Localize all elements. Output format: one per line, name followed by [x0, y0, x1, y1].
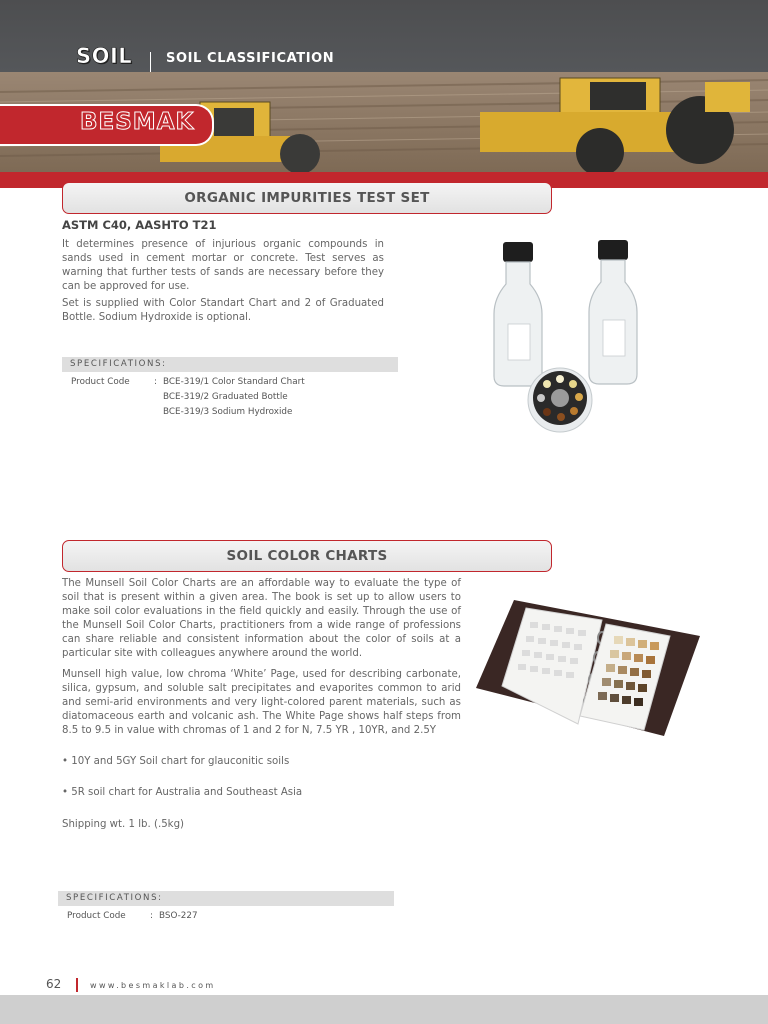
product-code-3: BCE-319/3 Sodium Hydroxide: [163, 407, 293, 417]
section-heading-soil-color: SOIL COLOR CHARTS: [62, 540, 552, 572]
organic-description: It determines presence of injurious organic compounds in sands used in cement mortar or concrete. Test serves as warning that further tests of sands are necessary before they can be approved for use.: [62, 239, 384, 292]
header-divider: [150, 52, 151, 72]
website-link[interactable]: www.besmaklab.com: [90, 981, 216, 990]
section-title: SOIL CLASSIFICATION: [166, 51, 335, 66]
bullet-glauconitic: • 10Y and 5GY Soil chart for glauconitic soils: [62, 756, 290, 767]
product-code-label-2: Product Code: [67, 911, 126, 921]
bullet-australia: • 5R soil chart for Australia and Southeast Asia: [62, 787, 303, 798]
section-heading-organic: ORGANIC IMPURITIES TEST SET: [62, 182, 552, 214]
spec-colon: :: [154, 377, 157, 387]
standard-reference: ASTM C40, AASHTO T21: [62, 218, 217, 232]
soil-color-description: The Munsell Soil Color Charts are an affordable way to evaluate the type of soil that is present within a given area. The book is set up to allow users to make soil color evaluations in the field quickly and easily. Through the use of the Munsell Soil Color Charts, practitioners from a wide range of professions can share reliable and consistent information about the color of soils at a particular site with colleagues anywhere around the world.: [62, 578, 461, 659]
brand-title: SOIL: [76, 44, 133, 68]
footer-divider: [76, 978, 78, 992]
shipping-weight: Shipping wt. 1 lb. (.5kg): [62, 819, 185, 830]
organic-supply-note: Set is supplied with Color Standart Chart and 2 of Graduated Bottle. Sodium Hydroxide is optional.: [62, 298, 384, 323]
product-code-bso: BSO-227: [159, 911, 198, 921]
product-code-label: Product Code: [71, 377, 130, 387]
footer-bar: [0, 995, 768, 1024]
munsell-book-image: [474, 596, 704, 740]
white-page-description: Munsell high value, low chroma ‘White’ Page, used for describing carbonate, silica, gypsum, and soluble salt precipitates and evaporites common to arid and semi-arid environments and very light-colored parent materials, such as diatomaceous earth and volcanic ash. The White Page shows half steps from 8.5 to 9.5 in value with chromas of 1 and 2 for N, 7.5 YR , 10YR, and 2.5Y: [62, 669, 461, 736]
page-number: 62: [46, 977, 62, 991]
product-code-1: BCE-319/1 Color Standard Chart: [163, 377, 305, 387]
spec-heading-soil-color: SPECIFICATIONS:: [58, 891, 394, 906]
spec-colon-2: :: [150, 911, 153, 921]
product-code-2: BCE-319/2 Graduated Bottle: [163, 392, 288, 402]
company-logo: BESMAK: [80, 109, 195, 135]
spec-heading-organic: SPECIFICATIONS:: [62, 357, 398, 372]
test-set-bottles-image: [490, 236, 650, 441]
